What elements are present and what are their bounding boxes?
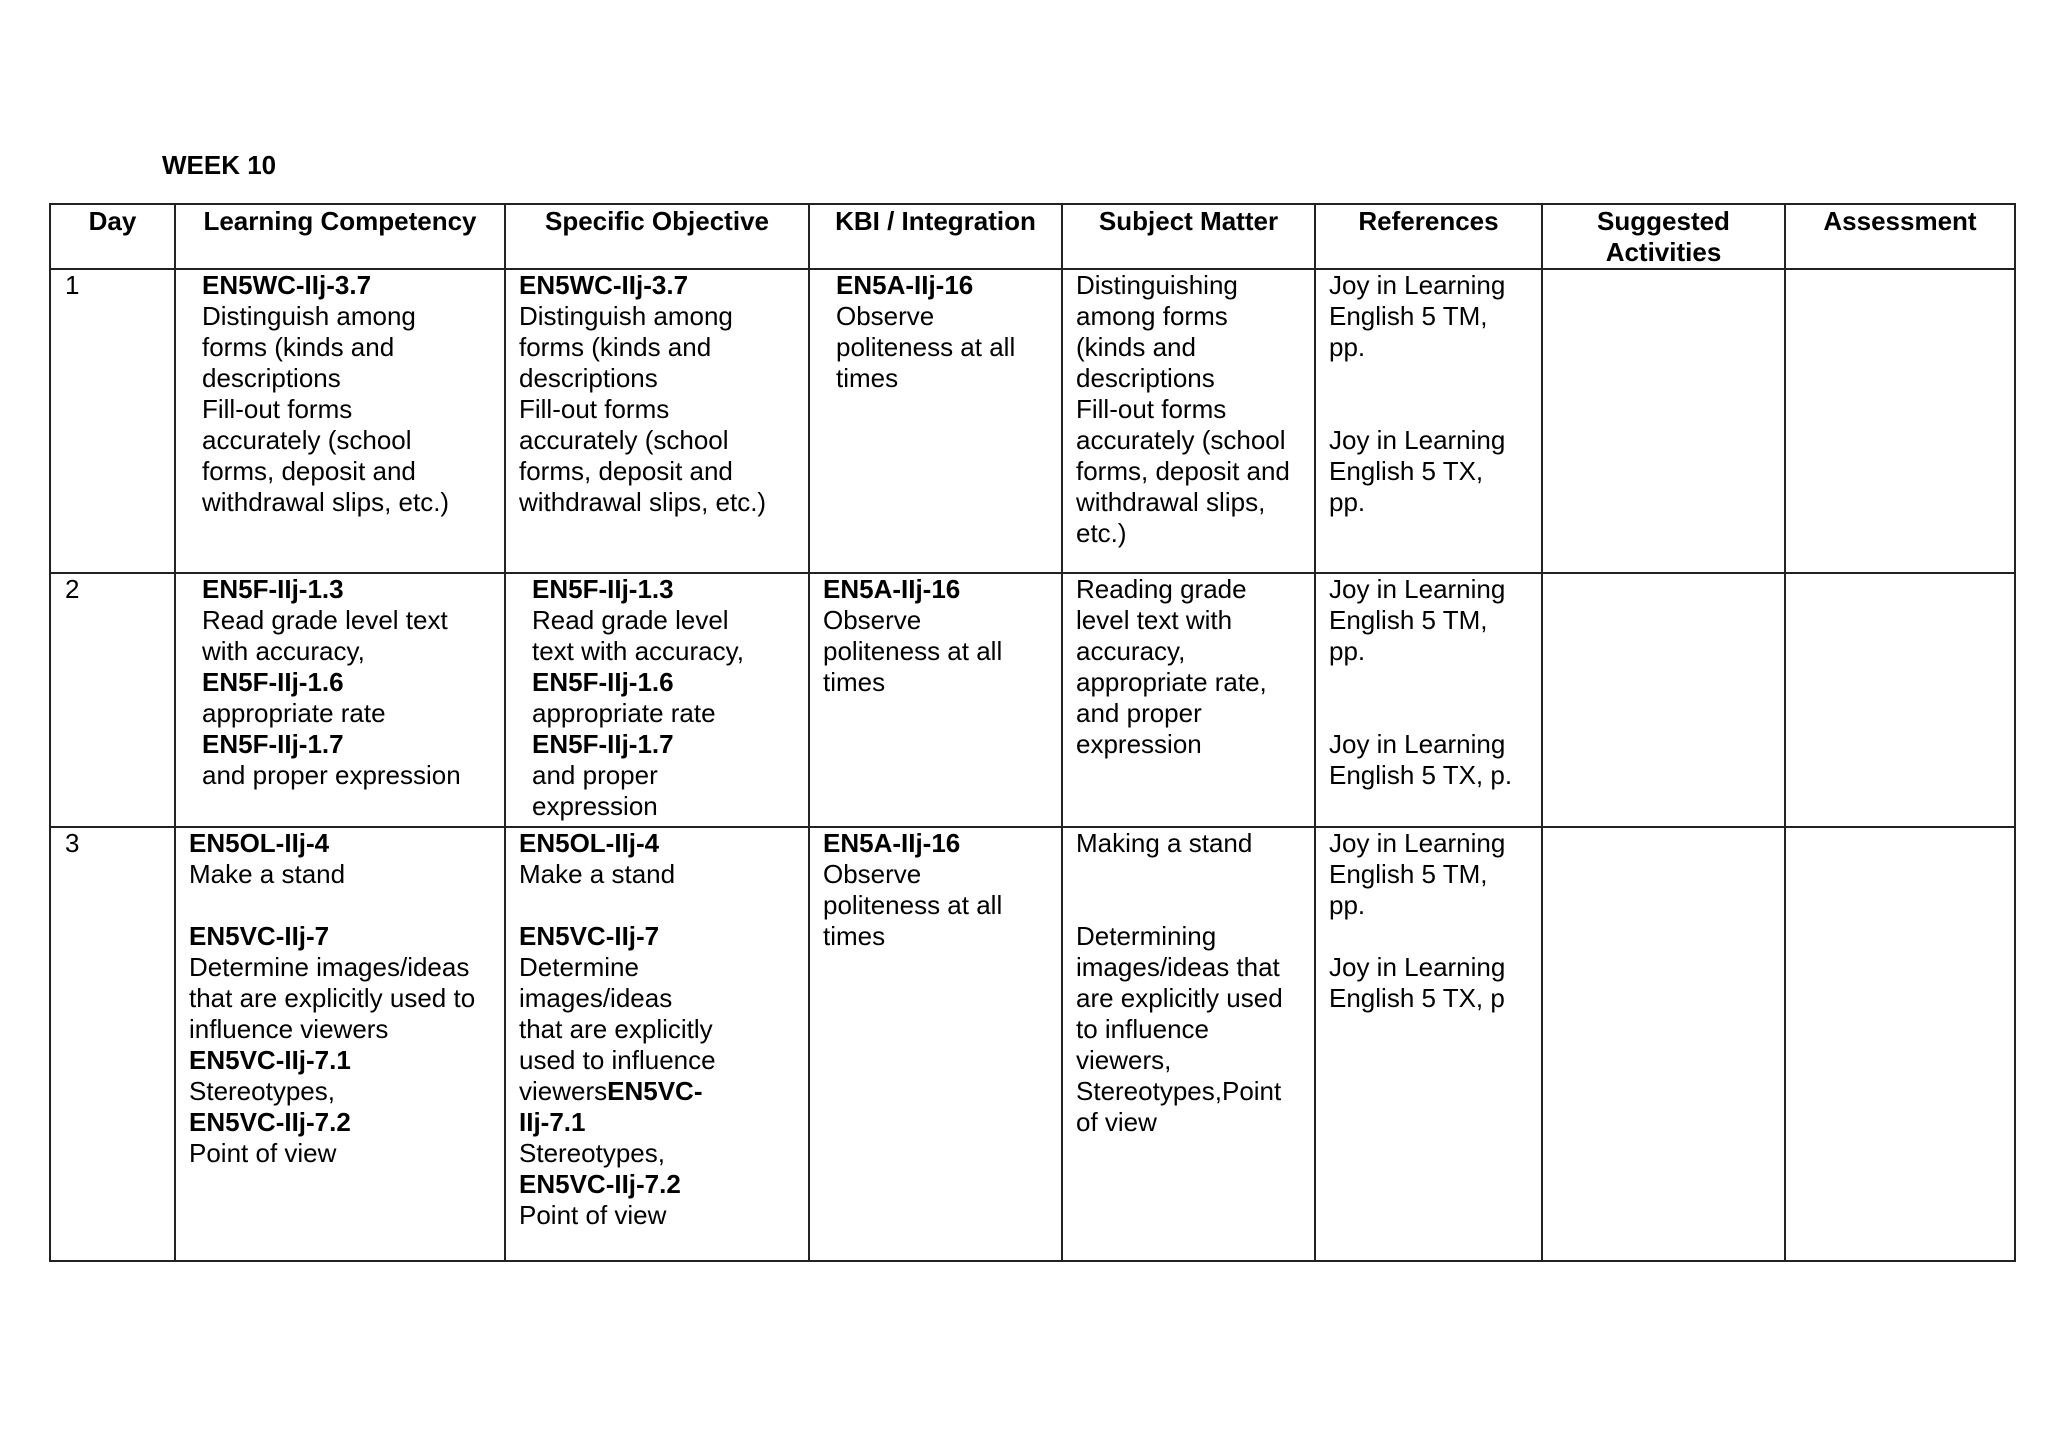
kbi-code: EN5A-IIj-16 [823, 828, 961, 858]
reference-text: English 5 TX, p. [1329, 760, 1513, 790]
objective-code: EN5F-IIj-1.3 [532, 574, 674, 604]
subject-text: withdrawal slips, [1076, 487, 1266, 517]
competency-text: forms, deposit and [202, 456, 416, 486]
spacer [1329, 921, 1541, 952]
spacer [519, 890, 808, 921]
objective-text-mixed [519, 1076, 808, 1107]
kbi-text: times [836, 363, 899, 393]
spacer [1329, 363, 1541, 394]
header-subject-matter: Subject Matter [1062, 204, 1315, 269]
kbi-text: times [823, 667, 886, 697]
table-row [50, 269, 2015, 573]
subject-text: appropriate rate, [1076, 667, 1267, 697]
kbi-code: EN5A-IIj-16 [836, 270, 974, 300]
reference-text: Joy in Learning [1329, 425, 1506, 455]
competency-code: EN5VC-IIj-7.1 [189, 1045, 351, 1075]
competency-code: EN5WC-IIj-3.7 [202, 270, 372, 300]
subject-text: images/ideas that [1076, 952, 1280, 982]
header-references: References [1315, 204, 1542, 269]
kbi-text: politeness at all [823, 636, 1003, 666]
objective-text: appropriate rate [532, 698, 716, 728]
objective-text: Point of view [519, 1200, 667, 1230]
reference-text: Joy in Learning [1329, 574, 1506, 604]
references-cell [1315, 269, 1542, 573]
competency-text: Distinguish among [202, 301, 416, 331]
subject-text: forms, deposit and [1076, 456, 1290, 486]
competency-text: descriptions [202, 363, 341, 393]
reference-text: English 5 TM, [1329, 605, 1488, 635]
suggested-activities-cell [1542, 269, 1785, 573]
objective-code: EN5VC-IIj-7.2 [519, 1169, 681, 1199]
competency-code: EN5F-IIj-1.7 [202, 729, 344, 759]
objective-text: Determine [519, 952, 639, 982]
reference-text: pp. [1329, 332, 1366, 362]
assessment-cell [1785, 827, 2015, 1261]
competency-code: EN5VC-IIj-7.2 [189, 1107, 351, 1137]
objective-text: forms (kinds and [519, 332, 712, 362]
assessment-cell [1785, 573, 2015, 827]
spacer [1076, 890, 1314, 921]
competency-code: EN5F-IIj-1.3 [202, 574, 344, 604]
objective-code: EN5F-IIj-1.7 [532, 729, 674, 759]
spacer [1329, 667, 1541, 698]
subject-matter-cell [1062, 827, 1315, 1261]
kbi-text: Observe [823, 605, 922, 635]
header-specific-objective: Specific Objective [505, 204, 809, 269]
lesson-plan-table [49, 203, 2016, 1262]
competency-text: accurately (school [202, 425, 412, 455]
subject-text: and proper [1076, 698, 1202, 728]
header-assessment: Assessment [1785, 204, 2015, 269]
competency-text: and proper expression [202, 760, 461, 790]
reference-text: English 5 TM, [1329, 859, 1488, 889]
day-number: 1 [65, 270, 80, 300]
references-cell [1315, 573, 1542, 827]
competency-text: Stereotypes, [189, 1076, 335, 1106]
reference-text: Joy in Learning [1329, 952, 1506, 982]
subject-text: Fill-out forms [1076, 394, 1227, 424]
reference-text: Joy in Learning [1329, 729, 1506, 759]
subject-text: among forms [1076, 301, 1228, 331]
header-day: Day [50, 204, 175, 269]
specific-objective-cell [505, 269, 809, 573]
objective-text: Distinguish among [519, 301, 733, 331]
learning-competency-cell [175, 573, 505, 827]
assessment-cell [1785, 269, 2015, 573]
objective-code: IIj-7.1 [519, 1107, 586, 1137]
kbi-text: Observe [836, 301, 935, 331]
day-number: 3 [65, 828, 80, 858]
objective-text: forms, deposit and [519, 456, 733, 486]
objective-text: Fill-out forms [519, 394, 670, 424]
competency-text: with accuracy, [202, 636, 365, 666]
subject-text: expression [1076, 729, 1202, 759]
header-row [50, 204, 2015, 269]
competency-text: Fill-out forms [202, 394, 353, 424]
competency-text: Read grade level text [202, 605, 448, 635]
subject-text: etc.) [1076, 518, 1127, 548]
kbi-text: politeness at all [823, 890, 1003, 920]
objective-text: text with accuracy, [532, 636, 744, 666]
objective-text: that are explicitly [519, 1014, 713, 1044]
day-cell [50, 573, 175, 827]
table-row [50, 573, 2015, 827]
competency-code: EN5OL-IIj-4 [189, 828, 330, 858]
header-kbi-integration: KBI / Integration [809, 204, 1062, 269]
reference-text: Joy in Learning [1329, 828, 1506, 858]
subject-text: of view [1076, 1107, 1157, 1137]
objective-text: images/ideas [519, 983, 673, 1013]
reference-text: English 5 TX, [1329, 456, 1484, 486]
objective-text: descriptions [519, 363, 658, 393]
header-suggested-line2: Activities [1605, 237, 1722, 267]
kbi-cell [809, 269, 1062, 573]
reference-text: English 5 TX, p [1329, 983, 1505, 1013]
subject-matter-cell [1062, 573, 1315, 827]
subject-text: Making a stand [1076, 828, 1253, 858]
objective-text: used to influence [519, 1045, 716, 1075]
competency-text: that are explicitly used to [189, 983, 476, 1013]
learning-competency-cell [175, 269, 505, 573]
subject-text: Determining [1076, 921, 1217, 951]
objective-text: Make a stand [519, 859, 676, 889]
subject-text: to influence [1076, 1014, 1209, 1044]
objective-code: EN5VC-IIj-7 [519, 921, 660, 951]
suggested-activities-cell [1542, 573, 1785, 827]
objective-text: withdrawal slips, etc.) [519, 487, 767, 517]
subject-text: level text with [1076, 605, 1233, 635]
objective-text: expression [532, 791, 658, 821]
objective-text: Stereotypes, [519, 1138, 665, 1168]
spacer [189, 890, 504, 921]
objective-code: EN5F-IIj-1.6 [532, 667, 674, 697]
learning-competency-cell [175, 827, 505, 1261]
header-suggested-line1: Suggested [1597, 206, 1730, 236]
competency-text: influence viewers [189, 1014, 389, 1044]
day-cell [50, 827, 175, 1261]
objective-code: EN5VC- [607, 1076, 703, 1106]
spacer [1076, 859, 1314, 890]
subject-text: are explicitly used [1076, 983, 1283, 1013]
competency-text: forms (kinds and [202, 332, 395, 362]
competency-text: withdrawal slips, etc.) [202, 487, 450, 517]
kbi-text: politeness at all [836, 332, 1016, 362]
kbi-cell [809, 573, 1062, 827]
specific-objective-cell [505, 573, 809, 827]
references-cell [1315, 827, 1542, 1261]
competency-text: Determine images/ideas [189, 952, 470, 982]
objective-code: EN5OL-IIj-4 [519, 828, 660, 858]
week-title: WEEK 10 [162, 150, 277, 180]
kbi-text: times [823, 921, 886, 951]
subject-text: accurately (school [1076, 425, 1286, 455]
suggested-activities-cell [1542, 827, 1785, 1261]
kbi-text: Observe [823, 859, 922, 889]
competency-text: Make a stand [189, 859, 346, 889]
subject-text: viewers, [1076, 1045, 1172, 1075]
table-row [50, 827, 2015, 1261]
header-learning-competency: Learning Competency [175, 204, 505, 269]
kbi-code: EN5A-IIj-16 [823, 574, 961, 604]
reference-text: pp. [1329, 890, 1366, 920]
reference-text: Joy in Learning [1329, 270, 1506, 300]
specific-objective-cell [505, 827, 809, 1261]
reference-text: pp. [1329, 487, 1366, 517]
subject-text: descriptions [1076, 363, 1215, 393]
subject-text: (kinds and [1076, 332, 1196, 362]
competency-code: EN5F-IIj-1.6 [202, 667, 344, 697]
subject-matter-cell [1062, 269, 1315, 573]
header-suggested-activities [1542, 204, 1785, 269]
spacer [1329, 394, 1541, 425]
day-cell [50, 269, 175, 573]
objective-text: viewers [519, 1076, 608, 1106]
objective-text: and proper [532, 760, 658, 790]
subject-text: accuracy, [1076, 636, 1186, 666]
subject-text: Reading grade [1076, 574, 1247, 604]
objective-text: accurately (school [519, 425, 729, 455]
objective-text: Read grade level [532, 605, 729, 635]
day-number: 2 [65, 574, 80, 604]
competency-code: EN5VC-IIj-7 [189, 921, 330, 951]
subject-text: Stereotypes,Point [1076, 1076, 1282, 1106]
spacer [1329, 698, 1541, 729]
subject-text: Distinguishing [1076, 270, 1238, 300]
competency-text: Point of view [189, 1138, 337, 1168]
reference-text: English 5 TM, [1329, 301, 1488, 331]
competency-text: appropriate rate [202, 698, 386, 728]
objective-code: EN5WC-IIj-3.7 [519, 270, 689, 300]
reference-text: pp. [1329, 636, 1366, 666]
kbi-cell [809, 827, 1062, 1261]
